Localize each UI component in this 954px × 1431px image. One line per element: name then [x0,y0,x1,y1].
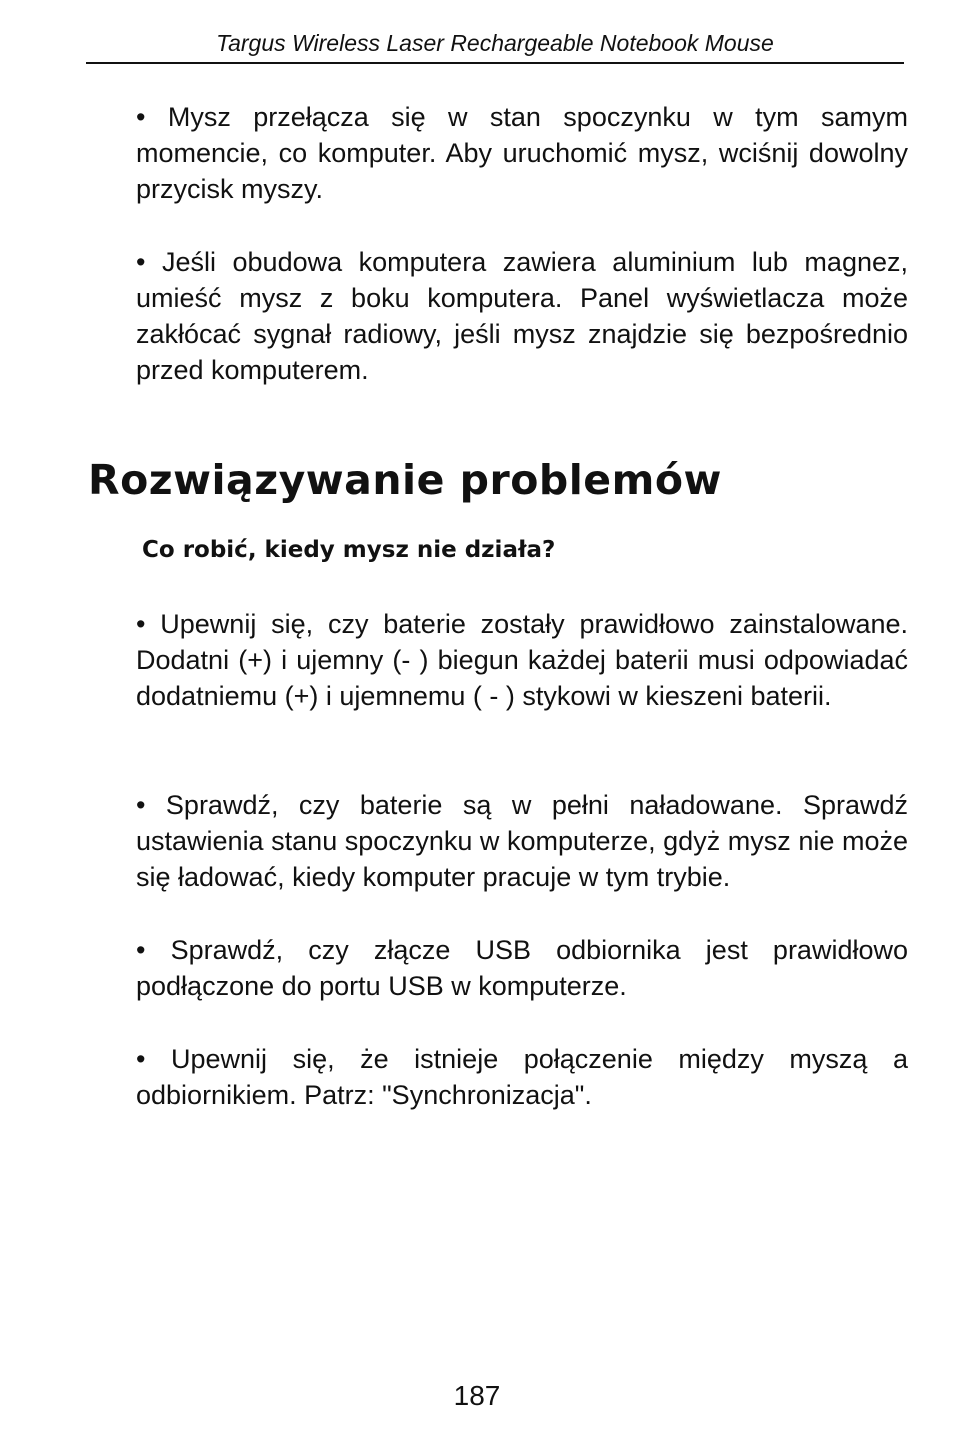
section-title: Rozwiązywanie problemów [88,456,722,504]
troubleshooting-paragraph-1: • Upewnij się, czy baterie zostały prawidłowo zainstalowane. Dodatni (+) i ujemny (- ) biegun każdej baterii musi odpowiadać dodatniemu (+) i ujemnemu ( - ) stykowi w kieszeni baterii. [136,609,908,711]
troubleshooting-paragraph-2: • Sprawdź, czy baterie są w pełni naładowane. Sprawdź ustawienia stanu spoczynku w komputerze, gdyż mysz nie może się ładować, kiedy komputer pracuje w tym trybie. [136,790,908,892]
troubleshooting-paragraph-4: • Upewnij się, że istnieje połączenie między myszą a odbiornikiem. Patrz: "Synchronizacja". [136,1044,908,1110]
intro-paragraph-2: • Jeśli obudowa komputera zawiera aluminium lub magnez, umieść mysz z boku komputera. Panel wyświetlacza może zakłócać sygnał radiowy, jeśli mysz znajdzie się bezpośrednio przed komputerem. [136,247,908,385]
section-subtitle: Co robić, kiedy mysz nie działa? [142,537,556,563]
troubleshooting-paragraph-3: • Sprawdź, czy złącze USB odbiornika jest prawidłowo podłączone do portu USB w komputerze. [136,935,908,1001]
intro-paragraph-1: • Mysz przełącza się w stan spoczynku w tym samym momencie, co komputer. Aby uruchomić mysz, wciśnij dowolny przycisk myszy. [136,102,908,204]
running-header: Targus Wireless Laser Rechargeable Notebook Mouse [86,28,904,64]
page-number: 187 [453,1380,501,1411]
